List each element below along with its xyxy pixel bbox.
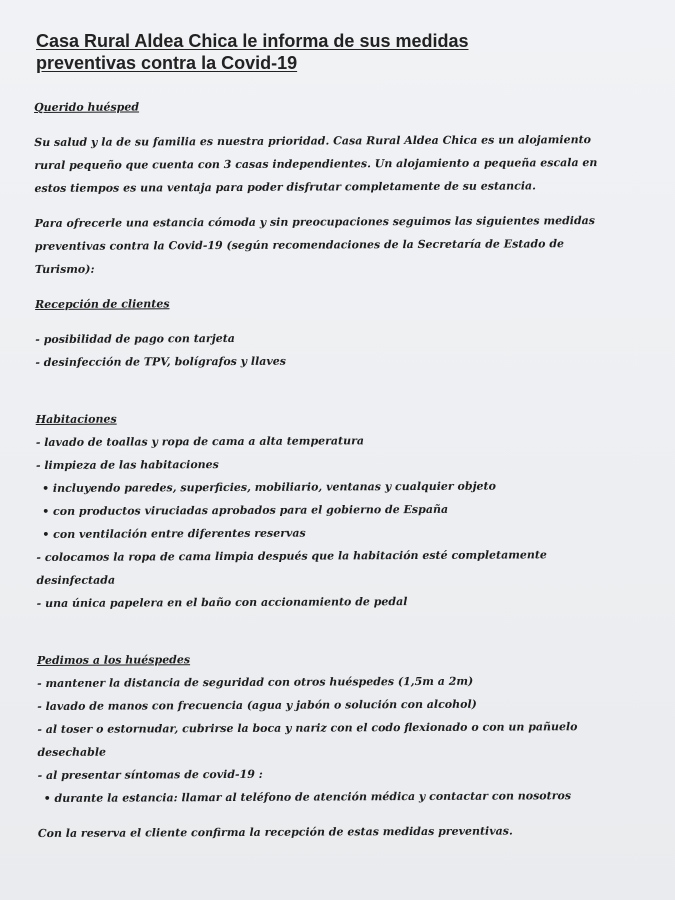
greeting: Querido huésped — [34, 100, 140, 114]
list-item: - al presentar síntomas de covid-19 : — [37, 767, 263, 782]
sub-list-item: • con ventilación entre diferentes reservas — [42, 526, 306, 541]
intro-paragraph: Su salud y la de su familia es nuestra prioridad. Casa Rural Aldea Chica es un alojamiento rural pequeño que cuenta con 3 casas independientes. Un alojamiento a pequeña escala en estos tiempos es una ventaja para poder disfrutar completamente de su estancia. — [34, 133, 598, 195]
list-item: - al toser o estornudar, cubrirse la boca y nariz con el codo flexionado o con un pañuelo — [37, 720, 578, 736]
sub-list-item: • incluyendo paredes, superficies, mobiliario, ventanas y cualquier objeto — [42, 479, 496, 495]
section-reception-heading: Recepción de clientes — [35, 297, 170, 311]
sub-list-item: • durante la estancia: llamar al teléfono de atención médica y contactar con nosotros — [43, 789, 572, 805]
list-item: - desinfección de TPV, bolígrafos y llaves — [35, 354, 286, 369]
title-line-1: Casa Rural Aldea Chica le informa de sus medidas — [36, 31, 469, 51]
title-line-2: preventivas contra la Covid-19 — [36, 53, 298, 73]
list-item: - una única papelera en el baño con accionamiento de pedal — [36, 595, 408, 610]
sub-list-item: • con productos viruciadas aprobados para el gobierno de España — [42, 502, 449, 518]
list-item: - lavado de manos con frecuencia (agua y jabón o solución con alcohol) — [37, 697, 477, 713]
document-body — [34, 93, 638, 845]
list-item: - posibilidad de pago con tarjeta — [35, 331, 235, 346]
list-item: - mantener la distancia de seguridad con otros huéspedes (1,5m a 2m) — [37, 674, 474, 690]
section-rooms-heading: Habitaciones — [35, 412, 117, 426]
section-guests-heading: Pedimos a los huéspedes — [36, 653, 191, 667]
list-item: - limpieza de las habitaciones — [35, 458, 219, 472]
list-item: - colocamos la ropa de cama limpia después que la habitación esté completamente — [36, 548, 547, 564]
list-item: - lavado de toallas y ropa de cama a alta temperatura — [35, 434, 365, 449]
measures-paragraph: Para ofrecerle una estancia cómoda y sin preocupaciones seguimos las siguientes medidas preventivas contra la Covid-19 (según recomendaciones de la Secretaría de Estado de Turismo): — [34, 214, 595, 276]
list-item: desechable — [37, 745, 107, 759]
document-title — [36, 30, 596, 74]
closing-note: Con la reserva el cliente confirma la recepción de estas medidas preventivas. — [37, 824, 513, 840]
list-item: desinfectada — [36, 573, 116, 587]
